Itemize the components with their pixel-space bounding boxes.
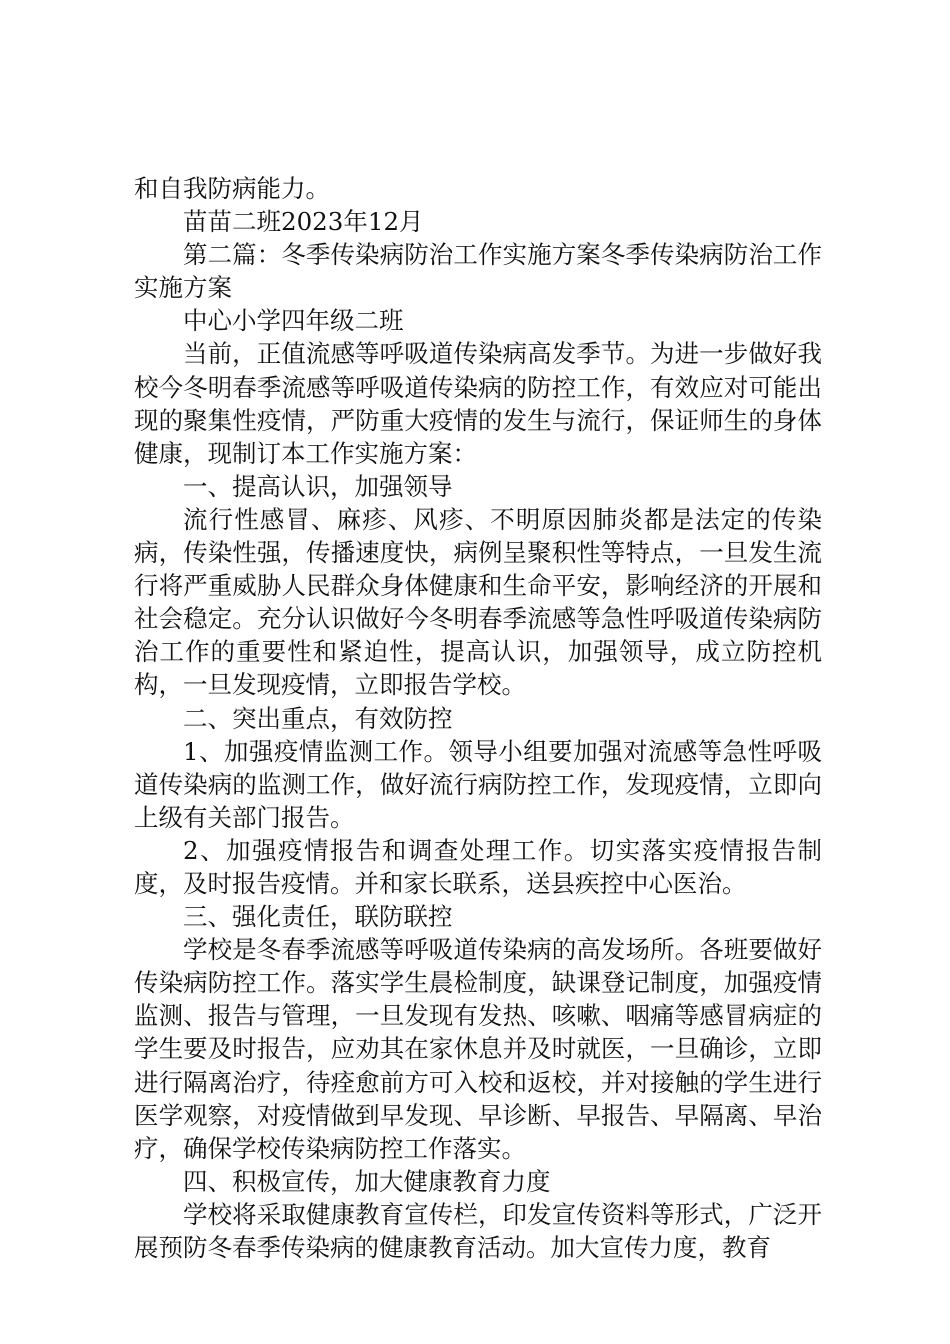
paragraph-school-class: 中心小学四年级二班	[183, 306, 404, 336]
paragraph-3: 学校是冬春季流感等呼吸道传染病的高发场所。各班要做好传染病防控工作。落实学生晨检制度，缺课登记制度，加强疫情监测、报告与管理，一旦发现有发热、咳嗽、咽痛等感冒病症的学生要及时报告，应劝其在家休息并及时就医，一旦确诊，立即进行隔离治疗，待痊愈前方可入校和返校，并对接触的学生进行医学观察，对疫情做到早发现、早诊断、早报告、早隔离、早治疗，确保学校传染病防控工作落实。	[134, 935, 822, 1163]
paragraph-2-1: 1、加强疫情监测工作。领导小组要加强对流感等急性呼吸道传染病的监测工作，做好流行病防控工作，发现疫情，立即向上级有关部门报告。	[134, 736, 822, 832]
paragraph-continuation: 和自我防病能力。	[134, 174, 330, 203]
heading-2: 二、突出重点，有效防控	[183, 703, 453, 733]
heading-3: 三、强化责任，联防联控	[183, 902, 453, 932]
paragraph-2-2: 2、加强疫情报告和调查处理工作。切实落实疫情报告制度，及时报告疫情。并和家长联系，送县疾控中心医治。	[134, 835, 822, 898]
heading-1: 一、提高认识，加强领导	[183, 471, 453, 501]
document-body	[134, 172, 822, 1264]
heading-4: 四、积极宣传，加大健康教育力度	[183, 1166, 551, 1196]
paragraph-section-title: 第二篇：冬季传染病防治工作实施方案冬季传染病防治工作实施方案	[134, 240, 822, 303]
paragraph-4: 学校将采取健康教育宣传栏，印发宣传资料等形式，广泛开展预防冬春季传染病的健康教育活动。加大宣传力度，教育	[134, 1199, 822, 1262]
paragraph-intro: 当前，正值流感等呼吸道传染病高发季节。为进一步做好我校今冬明春季流感等呼吸道传染病的防控工作，有效应对可能出现的聚集性疫情，严防重大疫情的发生与流行，保证师生的身体健康，现制订本工作实施方案：	[134, 339, 822, 468]
paragraph-class-date: 苗苗二班2023年12月	[183, 207, 424, 237]
paragraph-1: 流行性感冒、麻疹、风疹、不明原因肺炎都是法定的传染病，传染性强，传播速度快，病例呈聚积性等特点，一旦发生流行将严重威胁人民群众身体健康和生命平安，影响经济的开展和社会稳定。充分认识做好今冬明春季流感等急性呼吸道传染病防治工作的重要性和紧迫性，提高认识，加强领导，成立防控机构，一旦发现疫情，立即报告学校。	[134, 504, 822, 700]
